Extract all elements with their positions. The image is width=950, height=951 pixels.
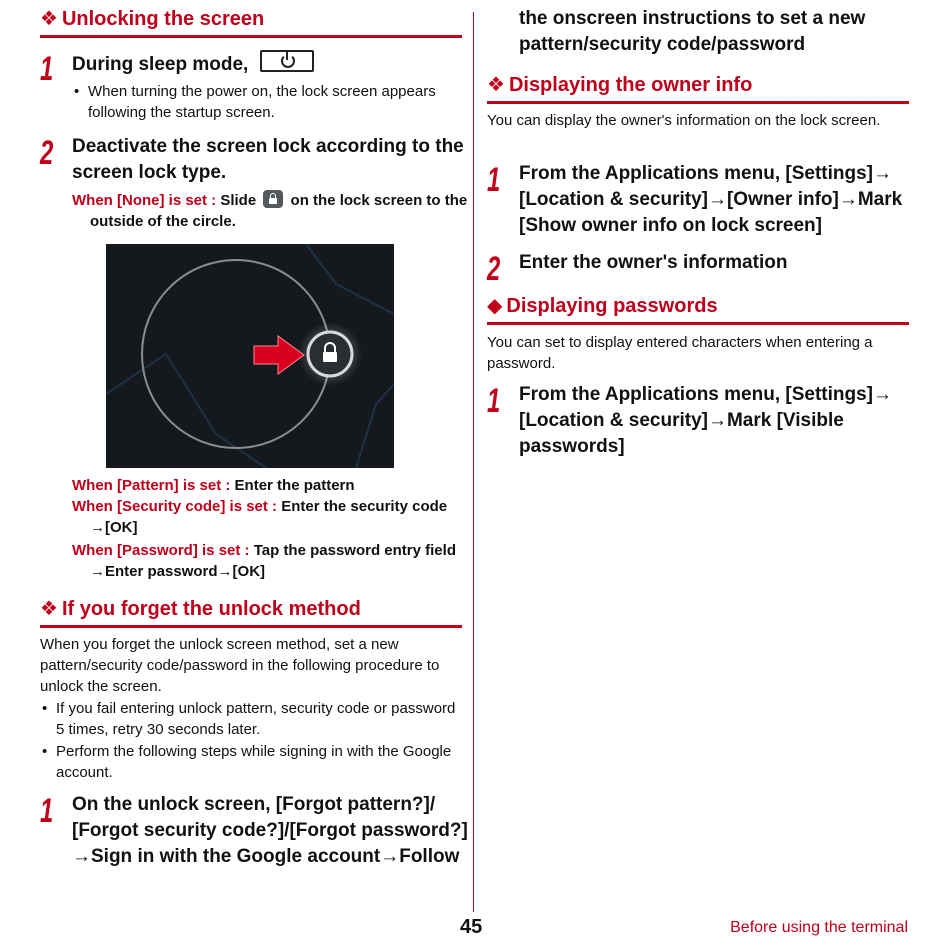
bullet-item: • If you fail entering unlock pattern, security code or password 5 times, retry 30 seconds later.: [40, 698, 462, 740]
step-title: On the unlock screen, [Forgot pattern?]/ [Forgot security code?]/[Forgot password?] →Sign in with the Google account→Follow: [72, 794, 468, 867]
condition-security-code: When [Security code] is set : Enter the security code →[OK]: [72, 498, 448, 536]
section-heading-owner-info: ❖ Displaying the owner info: [487, 72, 909, 104]
footer-section-title: Before using the terminal: [730, 919, 908, 936]
step-forgot-unlock: [40, 792, 494, 870]
passwords-intro: You can set to display entered characters when entering a password.: [487, 334, 873, 372]
step-number: 1: [487, 382, 501, 420]
step-number: 2: [487, 250, 501, 288]
step-title: During sleep mode,: [72, 50, 494, 78]
section-heading-unlocking: ❖ Unlocking the screen: [40, 6, 462, 38]
step-owner-settings: [487, 161, 941, 239]
condition-none: When [None] is set : Slide on the lock screen to the outside of the circle.: [72, 192, 468, 230]
slide-arrow-icon: [254, 336, 304, 374]
step-title: Deactivate the screen lock according to the screen lock type.: [72, 136, 464, 183]
step-visible-passwords: [487, 382, 941, 460]
forget-intro: When you forget the unlock screen method, set a new pattern/security code/password in the following procedure to unlock the screen.: [40, 636, 440, 695]
section-heading-forget: ❖ If you forget the unlock method: [40, 596, 462, 628]
power-key-icon: [260, 50, 314, 72]
step-owner-enter: [487, 250, 941, 288]
condition-password: When [Password] is set : Tap the password entry field →Enter password→[OK]: [72, 542, 456, 580]
step-number: 2: [40, 134, 54, 172]
heading-mark-icon: ❖: [40, 598, 58, 620]
lock-icon: [263, 190, 283, 208]
step-sleep-mode: [40, 50, 494, 123]
step-number: 1: [40, 50, 54, 88]
condition-pattern: When [Pattern] is set : Enter the pattern: [72, 477, 355, 494]
step-number: 1: [40, 792, 54, 830]
heading-mark-icon: ❖: [487, 74, 505, 96]
bullet-item: • When turning the power on, the lock screen appears following the startup screen.: [72, 81, 494, 123]
step-number: 1: [487, 161, 501, 199]
section-heading-passwords: ◆ Displaying passwords: [487, 293, 909, 325]
lock-screen-graphic: [106, 244, 394, 468]
step-deactivate-lock: [40, 134, 494, 232]
heading-mark-icon: ❖: [40, 8, 58, 30]
step-title: From the Applications menu, [Settings]→ [Location & security]→Mark [Visible passwords]: [519, 384, 892, 457]
bullet-item: • Perform the following steps while signing in with the Google account.: [40, 741, 462, 783]
owner-intro: You can display the owner's information on the lock screen.: [487, 112, 881, 129]
lock-screen-illustration: [106, 244, 394, 468]
step-title: From the Applications menu, [Settings]→ [Location & security]→[Owner info]→Mark [Show owner info on lock screen]: [519, 163, 903, 236]
diamond-icon: ◆: [487, 295, 503, 317]
page-number: 45: [460, 916, 483, 938]
step-title: Enter the owner's information: [519, 252, 788, 273]
step-continued: [487, 6, 941, 58]
step-title-continued: the onscreen instructions to set a new pattern/security code/password: [519, 8, 866, 55]
